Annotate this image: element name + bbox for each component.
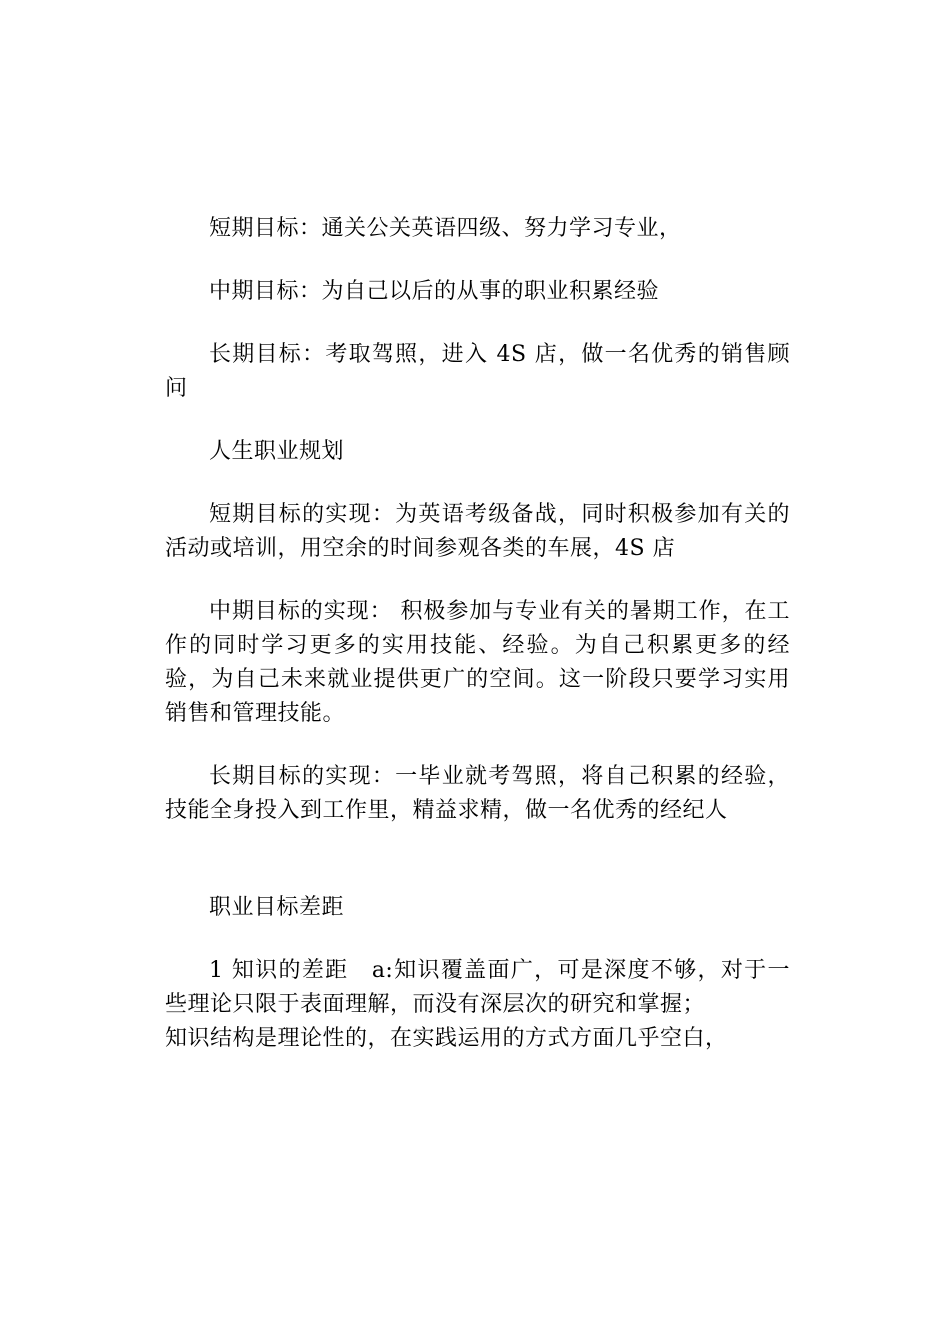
mid-term-goal: 中期目标：为自己以后的从事的职业积累经验 <box>209 279 660 304</box>
long-term-implementation: 长期目标的实现：一毕业就考驾照，将自己积累的经验，技能全身投入到工作里，精益求精，做一名优秀的经纪人 <box>165 764 790 823</box>
document-body <box>165 212 790 1056</box>
section-heading-career-gap: 职业目标差距 <box>209 895 345 920</box>
mid-term-implementation: 中期目标的实现： 积极参加与专业有关的暑期工作，在工作的同时学习更多的实用技能、经验。为自己积累更多的经验，为自己未来就业提供更广的空间。这一阶段只要学习实用销售和管理技能。 <box>165 599 790 726</box>
knowledge-structure-paragraph: 知识结构是理论性的，在实践运用的方式方面几乎空白， <box>165 1026 728 1051</box>
knowledge-gap-paragraph: 1 知识的差距 a:知识覆盖面广，可是深度不够，对于一些理论只限于表面理解，而没有深层次的研究和掌握； <box>165 958 790 1017</box>
long-term-goal: 长期目标：考取驾照，进入 4S 店，做一名优秀的销售顾问 <box>165 342 790 401</box>
short-term-goal: 短期目标：通关公关英语四级、努力学习专业， <box>209 216 682 241</box>
section-heading-career-plan: 人生职业规划 <box>209 439 345 464</box>
short-term-implementation: 短期目标的实现：为英语考级备战，同时积极参加有关的活动或培训，用空余的时间参观各类的车展，4S 店 <box>165 502 790 561</box>
